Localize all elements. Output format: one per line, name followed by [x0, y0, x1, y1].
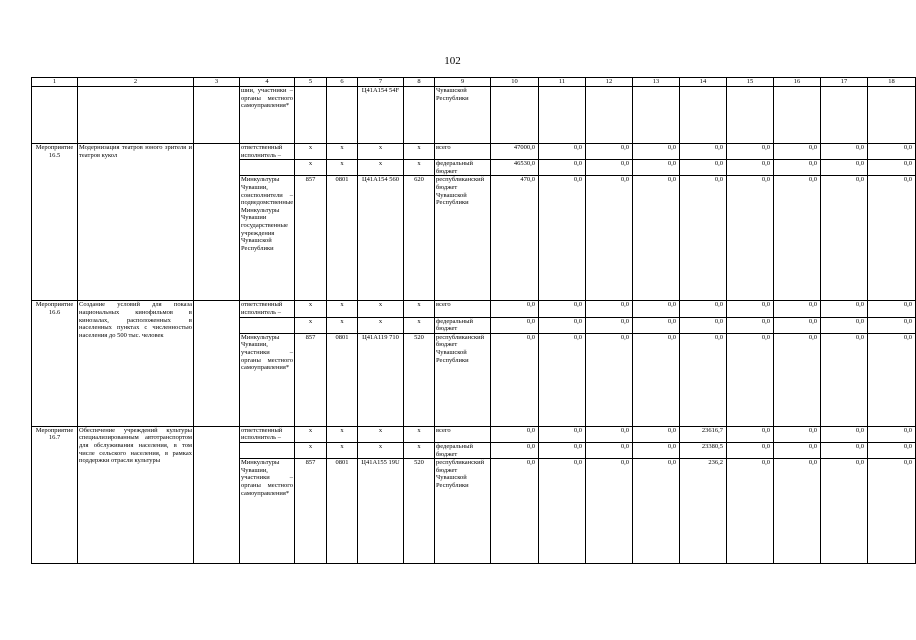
value-cell: 0,0	[633, 459, 680, 564]
source-cell: всего	[435, 144, 491, 160]
value-cell: 0,0	[774, 442, 821, 458]
value-cell: 0,0	[727, 144, 774, 160]
value-cell: 0,0	[821, 442, 868, 458]
column-number-header: 9	[435, 78, 491, 87]
rz-cell: x	[327, 301, 358, 317]
value-cell: 0,0	[586, 333, 633, 426]
column-number-header: 1	[32, 78, 78, 87]
vr-cell: x	[404, 442, 435, 458]
empty-cell	[295, 87, 327, 144]
grbs-cell: x	[295, 160, 327, 176]
value-cell: 0,0	[727, 442, 774, 458]
measure-name-cell: Создание условий для показа национальных кинофильмов в кинозалах, расположенных в населенных пунктах с численностью населения до 500 тыс. человек	[78, 301, 194, 426]
empty-cell	[539, 87, 586, 144]
grbs-cell: 857	[295, 333, 327, 426]
empty-cell	[586, 87, 633, 144]
rz-cell: x	[327, 426, 358, 442]
empty-cell	[404, 87, 435, 144]
value-cell: 0,0	[539, 333, 586, 426]
value-cell: 46530,0	[491, 160, 539, 176]
value-cell: 0,0	[727, 333, 774, 426]
value-cell: 0,0	[774, 317, 821, 333]
measure-id-cell: Мероприятие 16.7	[32, 426, 78, 563]
value-cell: 0,0	[633, 442, 680, 458]
budget-table	[31, 77, 916, 564]
column-number-header: 10	[491, 78, 539, 87]
csr-cell: x	[358, 301, 404, 317]
value-cell: 23616,7	[680, 426, 727, 442]
value-cell: 47000,0	[491, 144, 539, 160]
source-cell: федеральный бюджет	[435, 317, 491, 333]
executor-cell	[240, 160, 295, 176]
value-cell: 0,0	[727, 176, 774, 301]
value-cell: 0,0	[774, 176, 821, 301]
value-cell: 0,0	[821, 459, 868, 564]
source-cell: республиканский бюджет Чувашской Республики	[435, 333, 491, 426]
value-cell: 0,0	[633, 144, 680, 160]
value-cell: 0,0	[774, 333, 821, 426]
column-number-header: 15	[727, 78, 774, 87]
empty-cell	[868, 87, 916, 144]
executor-cell: Минкультуры Чувашии, участники – органы местного самоуправления*	[240, 333, 295, 426]
vr-cell: 520	[404, 333, 435, 426]
grbs-cell: 857	[295, 459, 327, 564]
rz-cell: x	[327, 144, 358, 160]
value-cell: 0,0	[821, 333, 868, 426]
empty-cell	[774, 87, 821, 144]
vr-cell: x	[404, 301, 435, 317]
rz-cell: x	[327, 317, 358, 333]
value-cell: 0,0	[586, 442, 633, 458]
grbs-cell: x	[295, 317, 327, 333]
value-cell: 0,0	[539, 426, 586, 442]
measure-id-cell: Мероприятие 16.6	[32, 301, 78, 426]
rz-cell: x	[327, 160, 358, 176]
vr-cell: 520	[404, 459, 435, 564]
column-number-header: 3	[194, 78, 240, 87]
value-cell: 0,0	[586, 426, 633, 442]
table-row	[32, 301, 916, 317]
source-cell: всего	[435, 426, 491, 442]
column-number-header: 8	[404, 78, 435, 87]
csr-cell: Ц41А155 19U	[358, 459, 404, 564]
value-cell: 0,0	[680, 317, 727, 333]
vr-cell: x	[404, 317, 435, 333]
value-cell: 0,0	[774, 459, 821, 564]
column-number-header: 12	[586, 78, 633, 87]
empty-cell	[32, 87, 78, 144]
column-number-header: 11	[539, 78, 586, 87]
value-cell: 0,0	[491, 426, 539, 442]
source-cell: республиканский бюджет Чувашской Республики	[435, 176, 491, 301]
source-cell: федеральный бюджет	[435, 160, 491, 176]
value-cell: 470,0	[491, 176, 539, 301]
value-cell: 0,0	[821, 144, 868, 160]
executor-cell: ответственный исполнитель –	[240, 301, 295, 317]
value-cell: 0,0	[774, 160, 821, 176]
executor-cell: Минкультуры Чувашии, участники – органы местного самоуправления*	[240, 459, 295, 564]
grbs-cell: x	[295, 144, 327, 160]
empty-cell	[194, 144, 240, 301]
rz-cell: 0801	[327, 459, 358, 564]
column-number-header: 14	[680, 78, 727, 87]
vr-cell: x	[404, 160, 435, 176]
value-cell: 0,0	[821, 160, 868, 176]
column-number-header: 7	[358, 78, 404, 87]
value-cell: 0,0	[727, 301, 774, 317]
value-cell: 0,0	[821, 426, 868, 442]
value-cell: 0,0	[633, 333, 680, 426]
value-cell: 0,0	[491, 333, 539, 426]
csr-cell: x	[358, 144, 404, 160]
measure-name-cell: Модернизация театров юного зрителя и театров кукол	[78, 144, 194, 301]
measure-id-cell: Мероприятие 16.5	[32, 144, 78, 301]
value-cell: 0,0	[491, 442, 539, 458]
value-cell: 23380,5	[680, 442, 727, 458]
value-cell: 0,0	[633, 160, 680, 176]
value-cell: 0,0	[539, 301, 586, 317]
vr-cell: x	[404, 144, 435, 160]
value-cell: 0,0	[586, 176, 633, 301]
value-cell: 0,0	[774, 301, 821, 317]
value-cell: 0,0	[586, 160, 633, 176]
csr-cell: x	[358, 426, 404, 442]
value-cell: 0,0	[633, 426, 680, 442]
grbs-cell: x	[295, 442, 327, 458]
value-cell: 0,0	[868, 160, 916, 176]
rz-cell: 0801	[327, 333, 358, 426]
value-cell: 0,0	[727, 160, 774, 176]
table-row	[32, 144, 916, 160]
value-cell: 0,0	[727, 426, 774, 442]
value-cell: 0,0	[868, 459, 916, 564]
source-cell: всего	[435, 301, 491, 317]
empty-cell	[727, 87, 774, 144]
value-cell: 0,0	[633, 317, 680, 333]
grbs-cell: x	[295, 426, 327, 442]
vr-cell: x	[404, 426, 435, 442]
value-cell: 0,0	[539, 459, 586, 564]
value-cell: 0,0	[680, 333, 727, 426]
column-number-header: 2	[78, 78, 194, 87]
empty-cell	[821, 87, 868, 144]
value-cell: 0,0	[727, 459, 774, 564]
table-row	[32, 426, 916, 442]
grbs-cell: 857	[295, 176, 327, 301]
empty-cell	[78, 87, 194, 144]
value-cell: 0,0	[868, 426, 916, 442]
source-cell: федеральный бюджет	[435, 442, 491, 458]
executor-cell	[240, 442, 295, 458]
empty-cell	[491, 87, 539, 144]
value-cell: 0,0	[774, 426, 821, 442]
value-cell: 0,0	[868, 317, 916, 333]
value-cell: 0,0	[633, 176, 680, 301]
value-cell: 0,0	[821, 176, 868, 301]
code-cell: Ц41А154 54F	[358, 87, 404, 144]
vr-cell: 620	[404, 176, 435, 301]
rz-cell: 0801	[327, 176, 358, 301]
grbs-cell: x	[295, 301, 327, 317]
csr-cell: x	[358, 317, 404, 333]
empty-cell	[327, 87, 358, 144]
value-cell: 0,0	[586, 317, 633, 333]
value-cell: 236,2	[680, 459, 727, 564]
value-cell: 0,0	[491, 301, 539, 317]
value-cell: 0,0	[586, 144, 633, 160]
column-number-header: 6	[327, 78, 358, 87]
executor-cell: ответственный исполнитель –	[240, 144, 295, 160]
value-cell: 0,0	[586, 459, 633, 564]
executor-cell: шии, участники – органы местного самоуправления*	[240, 87, 295, 144]
value-cell: 0,0	[539, 442, 586, 458]
empty-cell	[194, 301, 240, 426]
value-cell: 0,0	[539, 144, 586, 160]
value-cell: 0,0	[868, 144, 916, 160]
value-cell: 0,0	[821, 301, 868, 317]
column-number-header: 18	[868, 78, 916, 87]
continuation-row	[32, 87, 916, 144]
value-cell: 0,0	[868, 301, 916, 317]
column-number-header: 4	[240, 78, 295, 87]
value-cell: 0,0	[680, 301, 727, 317]
source-cell: республиканский бюджет Чувашской Республики	[435, 459, 491, 564]
value-cell: 0,0	[680, 176, 727, 301]
empty-cell	[194, 87, 240, 144]
column-number-header: 13	[633, 78, 680, 87]
value-cell: 0,0	[868, 333, 916, 426]
csr-cell: x	[358, 160, 404, 176]
value-cell: 0,0	[539, 176, 586, 301]
empty-cell	[633, 87, 680, 144]
csr-cell: x	[358, 442, 404, 458]
column-number-header: 17	[821, 78, 868, 87]
value-cell: 0,0	[868, 442, 916, 458]
column-number-header: 5	[295, 78, 327, 87]
csr-cell: Ц41А154 560	[358, 176, 404, 301]
executor-cell: Минкультуры Чувашии, соисполнители – подведомственные Минкультуры Чувашии государственные учреждения Чувашской Республики	[240, 176, 295, 301]
value-cell: 0,0	[491, 317, 539, 333]
empty-cell	[680, 87, 727, 144]
value-cell: 0,0	[727, 317, 774, 333]
page-number: 102	[444, 55, 461, 67]
value-cell: 0,0	[491, 459, 539, 564]
column-number-header: 16	[774, 78, 821, 87]
value-cell: 0,0	[821, 317, 868, 333]
rz-cell: x	[327, 442, 358, 458]
value-cell: 0,0	[586, 301, 633, 317]
executor-cell: ответственный исполнитель –	[240, 426, 295, 442]
empty-cell	[194, 426, 240, 563]
value-cell: 0,0	[539, 160, 586, 176]
value-cell: 0,0	[633, 301, 680, 317]
source-cell: Чувашской Республики	[435, 87, 491, 144]
value-cell: 0,0	[868, 176, 916, 301]
csr-cell: Ц41А119 710	[358, 333, 404, 426]
value-cell: 0,0	[680, 144, 727, 160]
executor-cell	[240, 317, 295, 333]
value-cell: 0,0	[539, 317, 586, 333]
value-cell: 0,0	[680, 160, 727, 176]
measure-name-cell: Обеспечение учреждений культуры специализированным автотранспортом для обслуживания населения, в том числе сельского населения, в рамках поддержки отрасли культуры	[78, 426, 194, 563]
value-cell: 0,0	[774, 144, 821, 160]
header-row	[32, 78, 916, 87]
